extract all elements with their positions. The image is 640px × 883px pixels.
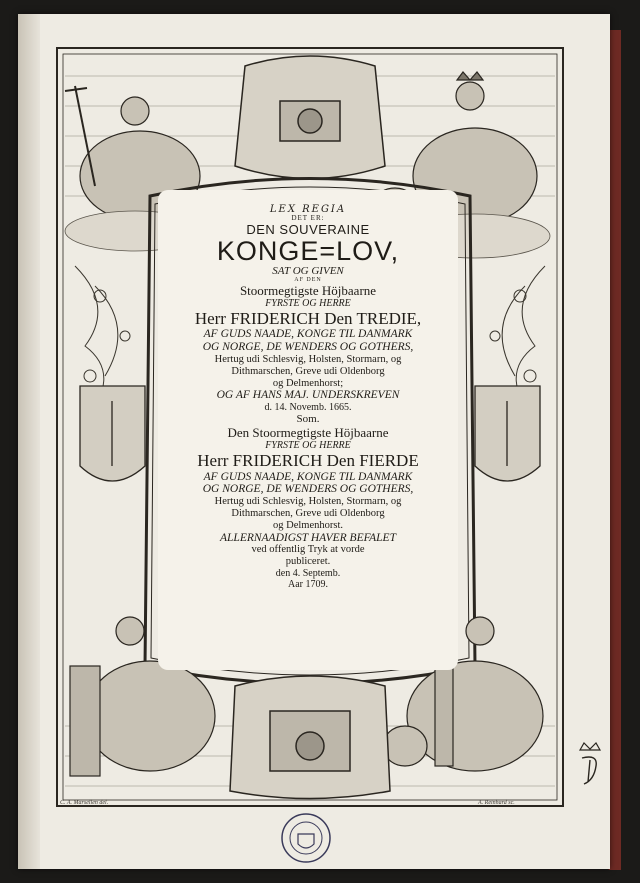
af-guds-naade-line-1: AF GUDS NAADE, KONGE TIL DANMARK bbox=[203, 328, 413, 341]
og-norge-line-2: OG NORGE, DE WENDERS OG GOTHERS, bbox=[202, 483, 414, 496]
aar-1709-line: Aar 1709. bbox=[288, 579, 328, 591]
lex-regia-heading: LEX REGIA bbox=[269, 204, 347, 215]
hertug-line-2: Hertug udi Schlesvig, Holsten, Stormarn, og bbox=[214, 496, 402, 508]
ved-offentlig-line: ved offentlig Tryk at vorde bbox=[251, 544, 365, 556]
bottom-cartouche bbox=[230, 676, 390, 799]
library-stamp-icon bbox=[280, 812, 332, 864]
delmenhorst-line-1: og Delmenhorst; bbox=[272, 377, 344, 389]
som-line: Som. bbox=[296, 413, 320, 426]
fyrste-og-herre-line-2: FYRSTE OG HERRE bbox=[265, 440, 351, 452]
hertug-line-1: Hertug udi Schlesvig, Holsten, Stormarn, og bbox=[214, 354, 402, 366]
af-den-line: AF DEN bbox=[294, 276, 322, 283]
friderich-tredie-line: Herr FRIDERICH Den TREDIE, bbox=[194, 309, 422, 329]
top-cartouche bbox=[235, 56, 385, 179]
konge-lov-title: KONGE=LOV, bbox=[216, 235, 400, 266]
underskreven-line: OG AF HANS MAJ. UNDERSKREVEN bbox=[216, 389, 400, 402]
delmenhorst-line-2: og Delmenhorst. bbox=[273, 519, 343, 531]
artist-credit-right: A. Reinhard sc. bbox=[478, 800, 515, 806]
crowned-monogram-icon bbox=[572, 740, 608, 790]
artist-credit-left: C. A. Marsellen del. bbox=[60, 800, 109, 806]
page-spine bbox=[18, 14, 40, 869]
dithmarschen-line-1: Dithmarschen, Greve udi Oldenborg bbox=[231, 365, 385, 377]
title-text-tablet bbox=[158, 190, 458, 670]
shield-right bbox=[475, 386, 540, 481]
friderich-fierde-line: Herr FRIDERICH Den FIERDE bbox=[197, 451, 419, 471]
af-guds-naade-line-2: AF GUDS NAADE, KONGE TIL DANMARK bbox=[203, 470, 413, 483]
shield-left bbox=[80, 386, 145, 481]
date-1665-line: d. 14. Novemb. 1665. bbox=[264, 402, 352, 414]
stoormegtigste-line-1: Stoormegtigste Höjbaarne bbox=[239, 282, 377, 298]
og-norge-line-1: OG NORGE, DE WENDERS OG GOTHERS, bbox=[202, 341, 414, 354]
publiceret-line: publiceret. bbox=[285, 556, 331, 568]
stoormegtigste-line-2: Den Stoormegtigste Höjbaarne bbox=[227, 424, 389, 440]
sat-og-given-line: SAT OG GIVEN bbox=[272, 264, 344, 277]
den-souveraine-line: DEN SOUVERAINE bbox=[246, 222, 370, 238]
dithmarschen-line-2: Dithmarschen, Greve udi Oldenborg bbox=[231, 508, 385, 519]
allernaadigst-line: ALLERNAADIGST HAVER BEFALET bbox=[220, 531, 396, 544]
fyrste-og-herre-line-1: FYRSTE OG HERRE bbox=[265, 298, 351, 310]
det-er-line: DET ER: bbox=[291, 214, 325, 223]
date-september-line: den 4. Septemb. bbox=[275, 567, 341, 579]
